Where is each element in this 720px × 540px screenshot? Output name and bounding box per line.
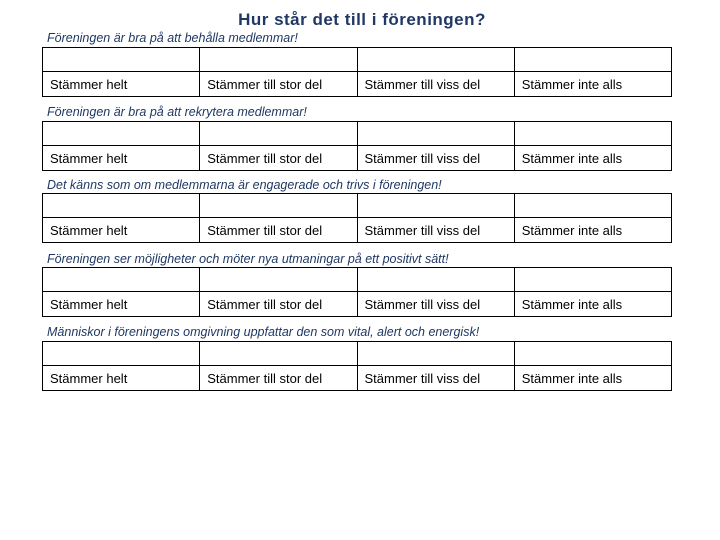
answer-box-stammer-till-stor-del[interactable]	[200, 268, 357, 292]
answer-box-stammer-inte-alls[interactable]	[514, 48, 671, 72]
option-label: Stämmer helt	[43, 72, 200, 97]
option-label: Stämmer till viss del	[357, 72, 514, 97]
option-label: Stämmer till viss del	[357, 146, 514, 171]
answer-box-stammer-till-viss-del[interactable]	[357, 194, 514, 218]
option-label: Stämmer helt	[43, 366, 200, 391]
option-label: Stämmer inte alls	[514, 218, 671, 243]
answer-box-stammer-till-stor-del[interactable]	[200, 122, 357, 146]
answer-box-stammer-till-stor-del[interactable]	[200, 48, 357, 72]
question-5: Människor i föreningens omgivning uppfattar den som vital, alert och energisk!	[47, 325, 480, 339]
rating-scale-3	[42, 193, 672, 243]
question-3: Det känns som om medlemmarna är engagerade och trivs i föreningen!	[47, 178, 442, 192]
option-label: Stämmer till stor del	[200, 218, 357, 243]
answer-box-stammer-till-stor-del[interactable]	[200, 194, 357, 218]
option-label: Stämmer inte alls	[514, 292, 671, 317]
option-label: Stämmer helt	[43, 292, 200, 317]
option-label: Stämmer till stor del	[200, 292, 357, 317]
answer-box-stammer-till-viss-del[interactable]	[357, 342, 514, 366]
option-label: Stämmer till stor del	[200, 72, 357, 97]
option-label: Stämmer inte alls	[514, 366, 671, 391]
option-label: Stämmer till stor del	[200, 366, 357, 391]
option-label: Stämmer till viss del	[357, 292, 514, 317]
answer-box-stammer-till-viss-del[interactable]	[357, 48, 514, 72]
answer-box-stammer-inte-alls[interactable]	[514, 268, 671, 292]
rating-scale-2	[42, 121, 672, 171]
rating-scale-5	[42, 341, 672, 391]
answer-box-stammer-inte-alls[interactable]	[514, 122, 671, 146]
option-label: Stämmer inte alls	[514, 72, 671, 97]
answer-box-stammer-helt[interactable]	[43, 48, 200, 72]
page-title: Hur står det till i föreningen?	[238, 10, 486, 29]
answer-box-stammer-till-viss-del[interactable]	[357, 268, 514, 292]
answer-box-stammer-helt[interactable]	[43, 342, 200, 366]
rating-scale-1	[42, 47, 672, 97]
answer-box-stammer-inte-alls[interactable]	[514, 342, 671, 366]
option-label: Stämmer till viss del	[357, 366, 514, 391]
answer-box-stammer-till-viss-del[interactable]	[357, 122, 514, 146]
answer-box-stammer-helt[interactable]	[43, 268, 200, 292]
option-label: Stämmer inte alls	[514, 146, 671, 171]
answer-box-stammer-till-stor-del[interactable]	[200, 342, 357, 366]
option-label: Stämmer till stor del	[200, 146, 357, 171]
answer-box-stammer-helt[interactable]	[43, 194, 200, 218]
option-label: Stämmer helt	[43, 218, 200, 243]
option-label: Stämmer till viss del	[357, 218, 514, 243]
option-label: Stämmer helt	[43, 146, 200, 171]
question-1: Föreningen är bra på att behålla medlemmar!	[47, 31, 298, 45]
answer-box-stammer-helt[interactable]	[43, 122, 200, 146]
question-4: Föreningen ser möjligheter och möter nya utmaningar på ett positivt sätt!	[47, 252, 449, 266]
rating-scale-4	[42, 267, 672, 317]
answer-box-stammer-inte-alls[interactable]	[514, 194, 671, 218]
question-2: Föreningen är bra på att rekrytera medlemmar!	[47, 105, 307, 119]
